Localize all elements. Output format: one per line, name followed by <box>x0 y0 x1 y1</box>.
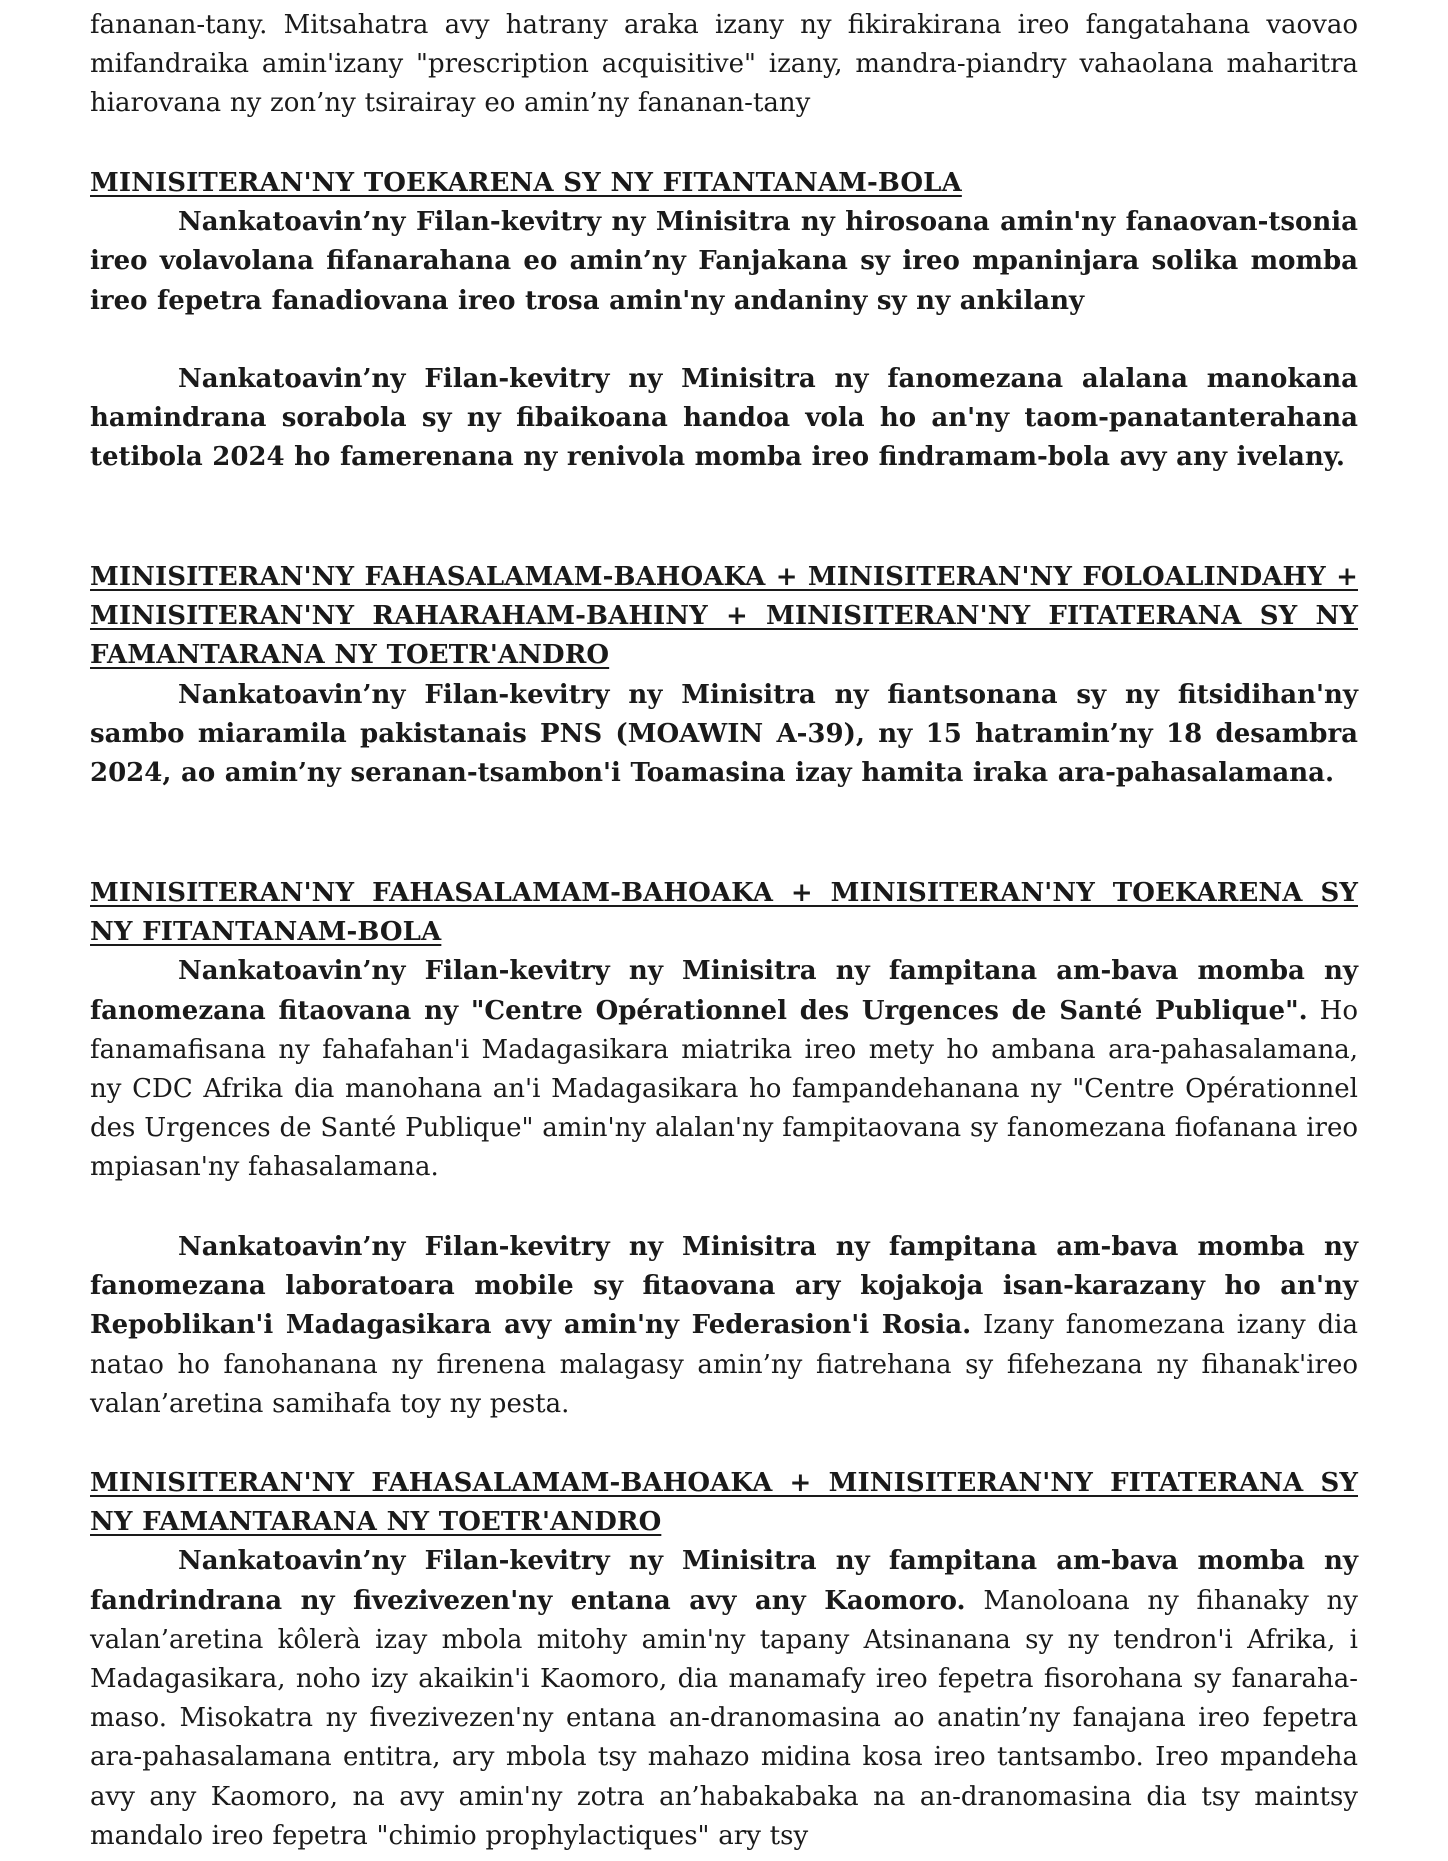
decision-paragraph <box>90 676 1358 794</box>
decision-paragraph <box>90 203 1358 321</box>
decision-paragraph <box>90 952 1358 1187</box>
intro-block <box>90 6 1358 124</box>
section-economy-continued <box>90 360 1358 478</box>
section-heading: MINISITERAN'NY FAHASALAMAM-BAHOAKA + MINISITERAN'NY FITATERANA SY NY FAMANTARANA NY TOETR'ANDRO <box>90 1468 1358 1538</box>
section-economy <box>90 164 1358 321</box>
decision-body-text: Izany fanomezana izany dia natao ho fanohanana ny firenena malagasy amin’ny fiatrehana sy fifehezana ny fihanak'ireo valan’aretina samihafa toy ny pesta. <box>90 1310 1358 1419</box>
section-heading: MINISITERAN'NY TOEKARENA SY NY FITANTANAM-BOLA <box>90 168 962 198</box>
decision-bold-text: Nankatoavin’ny Filan-kevitry ny Minisitra ny fampitana am-bava momba ny fandrindrana ny fivezivezen'ny entana avy any Kaomoro. <box>90 1546 1358 1616</box>
section-health-economy-continued <box>90 1228 1358 1424</box>
decision-paragraph <box>90 1228 1358 1424</box>
intro-paragraph: fananan-tany. Mitsahatra avy hatrany araka izany ny fikirakirana ireo fangatahana vaovao mifandraika amin'izany "prescription acquisitive" izany, mandra-piandry vahaolana maharitra hiarovana ny zon’ny tsirairay eo amin’ny fananan-tany <box>90 10 1358 119</box>
section-health-transport <box>90 1464 1358 1856</box>
decision-body-text: Manoloana ny fihanaky ny valan’aretina kôlerà izay mbola mitohy amin'ny tapany Atsinanana sy ny tendron'i Afrika, i Madagasikara, noho izy akaikin'i Kaomoro, dia manamafy ireo fepetra fisorohana sy fanaraha-maso. Misokatra ny fivezivezen'ny entana an-dranomasina ao anatin’ny fanajana ireo fepetra ara-pahasalamana entitra, ary mbola tsy mahazo midina kosa ireo tantsambo. Ireo mpandeha avy any Kaomoro, na avy amin'ny zotra an’habakabaka na an-dranomasina dia tsy maintsy mandalo ireo fepetra "chimio prophylactiques" ary tsy <box>90 1585 1358 1851</box>
section-heading: MINISITERAN'NY FAHASALAMAM-BAHOAKA + MINISITERAN'NY FOLOALINDAHY + MINISITERAN'NY RAHARAHAM-BAHINY + MINISITERAN'NY FITATERANA SY NY FAMANTARANA NY TOETR'ANDRO <box>90 562 1358 671</box>
decision-bold-text: Nankatoavin’ny Filan-kevitry ny Minisitra ny fampitana am-bava momba ny fanomezana laboratoara mobile sy fitaovana ary kojakoja isan-karazany ho an'ny Repoblikan'i Madagasikara avy amin'ny Federasion'i Rosia. <box>90 1232 1358 1341</box>
decision-body-text: Ho fanamafisana ny fahafahan'i Madagasikara miatrika ireo mety ho ambana ara-pahasalamana, ny CDC Afrika dia manohana an'i Madagasikara ho fampandehanana ny "Centre Opérationnel des Urgences de Santé Publique" amin'ny alalan'ny fampitaovana sy fanomezana fiofanana ireo mpiasan'ny fahasalamana. <box>90 995 1358 1183</box>
decision-bold-text: Nankatoavin’ny Filan-kevitry ny Minisitra ny fanomezana alalana manokana hamindrana sorabola sy ny fibaikoana handoa vola ho an'ny taom-panatanterahana tetibola 2024 ho famerenana ny renivola momba ireo findramam-bola avy any ivelany. <box>90 364 1358 473</box>
section-health-economy <box>90 874 1358 1188</box>
section-health-defense-foreign-transport <box>90 558 1358 793</box>
decision-bold-text: Nankatoavin’ny Filan-kevitry ny Minisitra ny fiantsonana sy ny fitsidihan'ny sambo miaramila pakistanais PNS (MOAWIN A-39), ny 15 hatramin’ny 18 desambra 2024, ao amin’ny seranan-tsambon'i Toamasina izay hamita iraka ara-pahasalamana. <box>90 679 1358 789</box>
decision-bold-text: Nankatoavin’ny Filan-kevitry ny Minisitra ny fampitana am-bava momba ny fanomezana fitaovana ny "Centre Opérationnel des Urgences de Santé Publique". <box>90 956 1358 1026</box>
decision-bold-text: Nankatoavin’ny Filan-kevitry ny Minisitra ny hirosoana amin'ny fanaovan-tsonia ireo volavolana fifanarahana eo amin’ny Fanjakana sy ireo mpaninjara solika momba ireo fepetra fanadiovana ireo trosa amin'ny andaniny sy ny ankilany <box>90 207 1358 316</box>
decision-paragraph <box>90 360 1358 478</box>
decision-paragraph <box>90 1542 1358 1856</box>
section-heading: MINISITERAN'NY FAHASALAMAM-BAHOAKA + MINISITERAN'NY TOEKARENA SY NY FITANTANAM-BOLA <box>90 878 1358 948</box>
